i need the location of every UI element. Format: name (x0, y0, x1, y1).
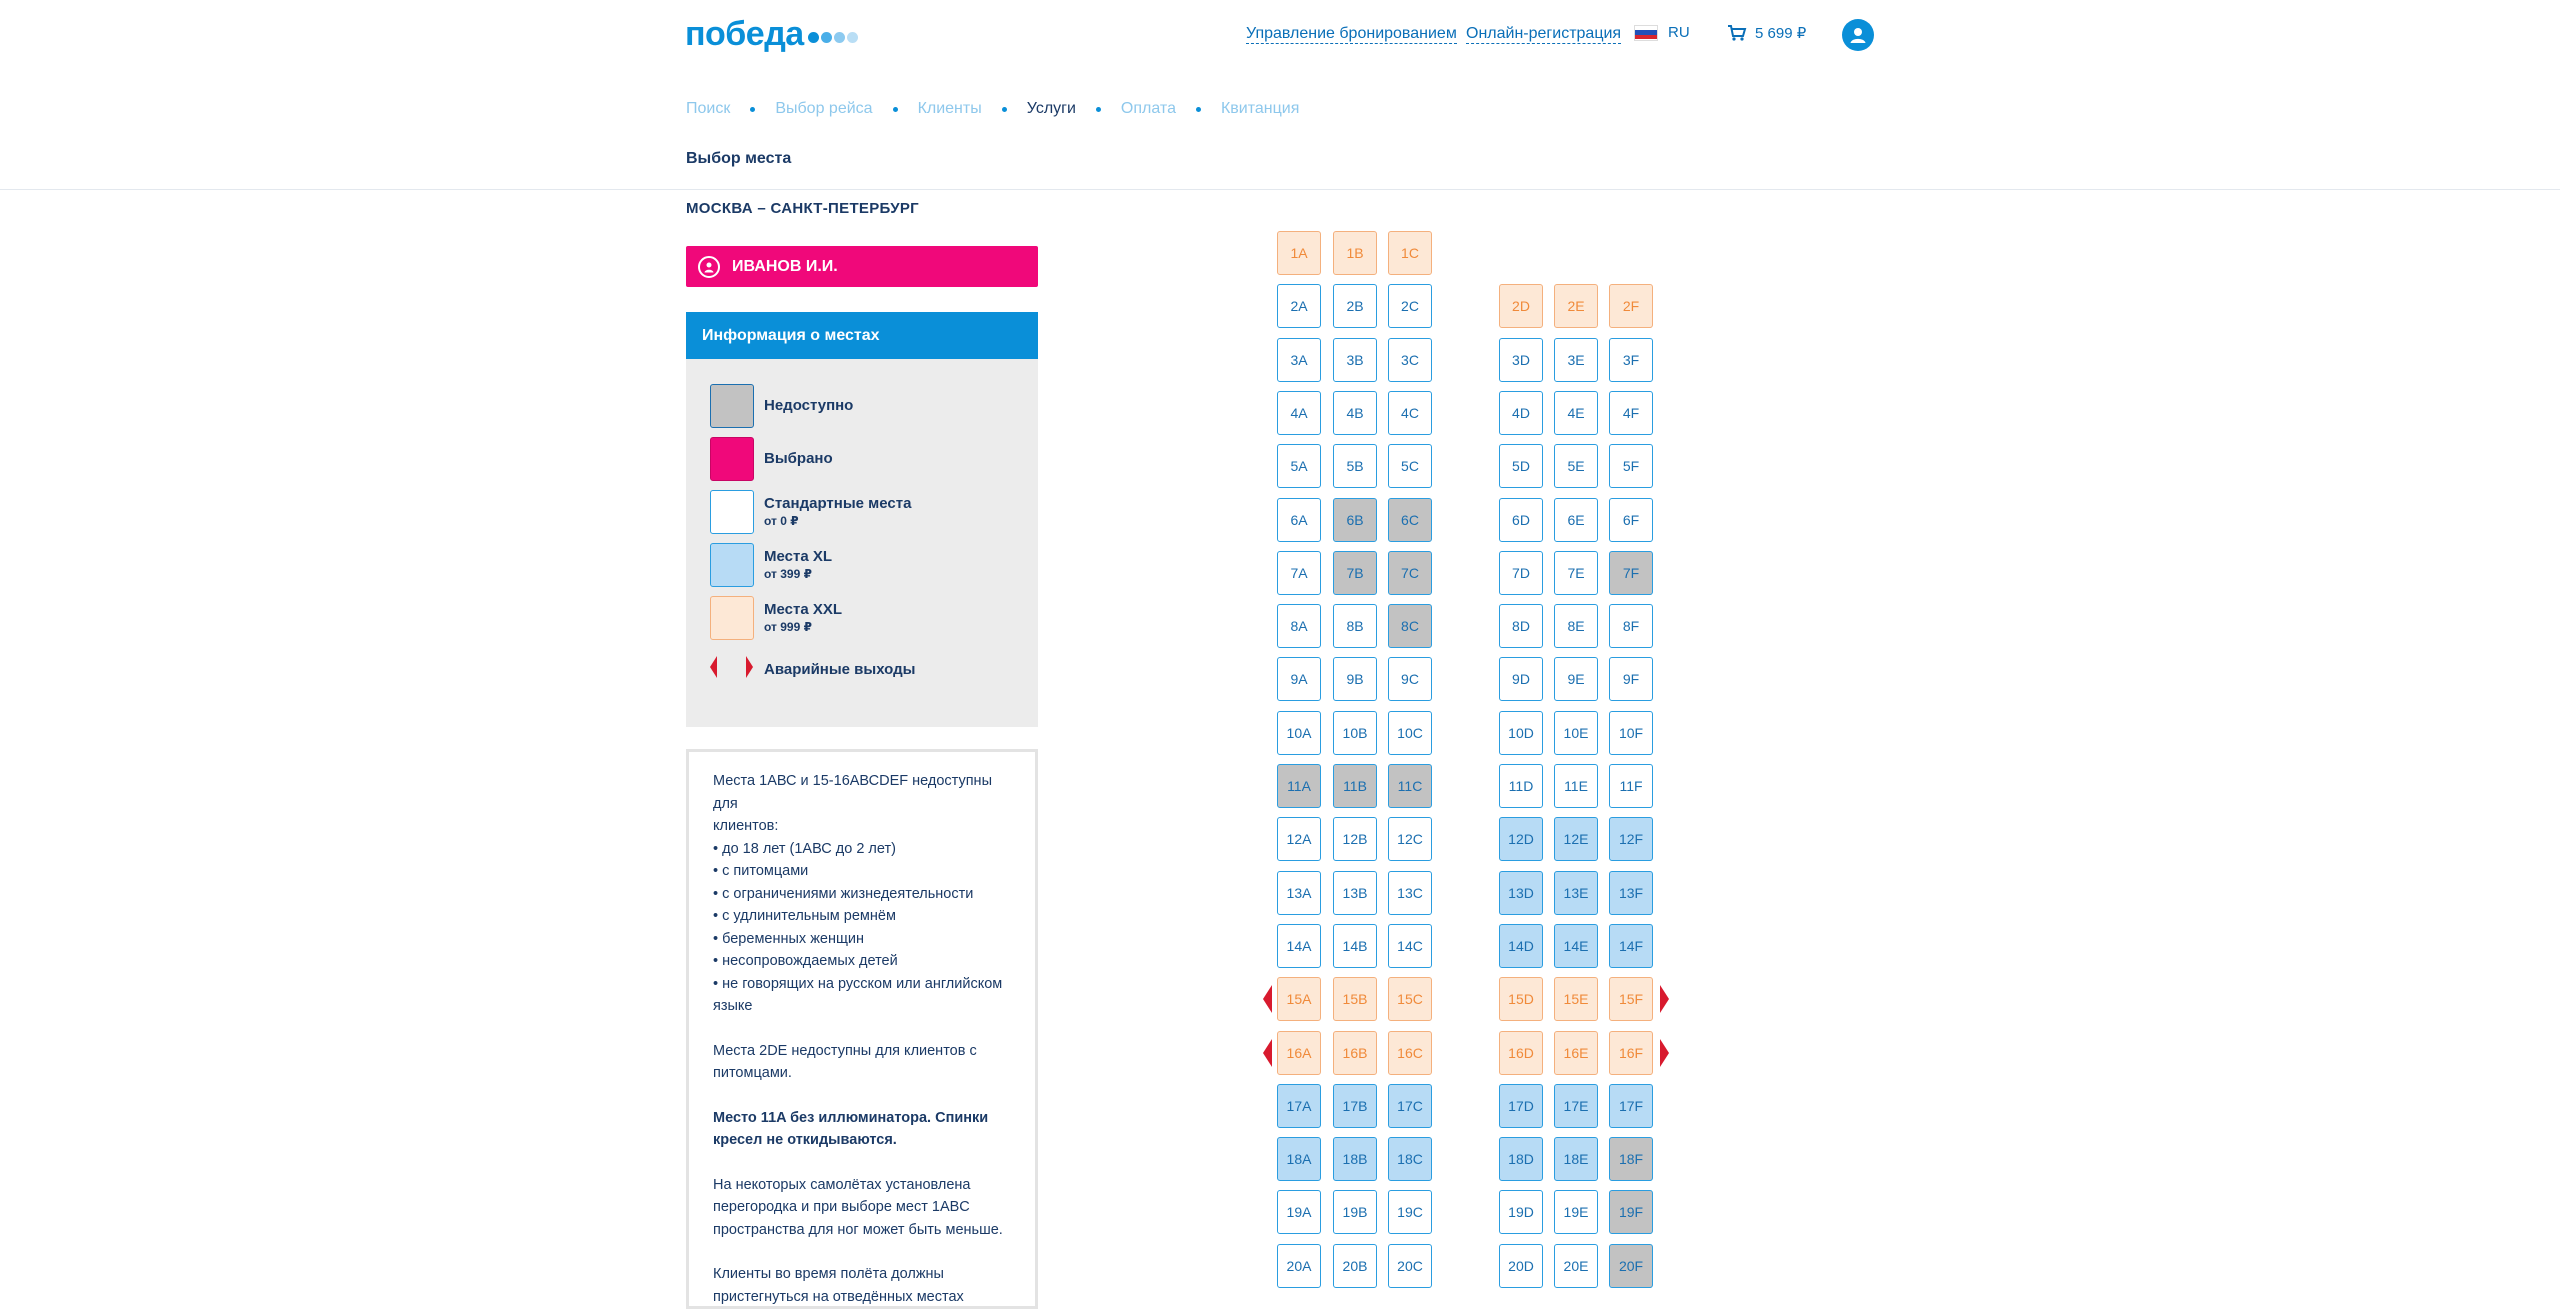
booking-steps (686, 100, 1299, 118)
seat-7b: 7B (1333, 551, 1377, 595)
seat-7c: 7C (1388, 551, 1432, 595)
seat-18e[interactable]: 18E (1554, 1137, 1598, 1181)
seat-18c[interactable]: 18C (1388, 1137, 1432, 1181)
seat-8d[interactable]: 8D (1499, 604, 1543, 648)
note-line: • несопровождаемых детей (713, 953, 898, 969)
header-divider (0, 189, 2560, 190)
seat-2e[interactable]: 2E (1554, 284, 1598, 328)
seat-1a[interactable]: 1A (1277, 231, 1321, 275)
seat-5e[interactable]: 5E (1554, 444, 1598, 488)
seat-12c[interactable]: 12C (1388, 817, 1432, 861)
seat-9d[interactable]: 9D (1499, 657, 1543, 701)
seat-11f[interactable]: 11F (1609, 764, 1653, 808)
seat-18f: 18F (1609, 1137, 1653, 1181)
note-line: • до 18 лет (1АВС до 2 лет) (713, 840, 896, 857)
seat-15e[interactable]: 15E (1554, 977, 1598, 1021)
seat-9c[interactable]: 9C (1388, 657, 1432, 701)
legend-selected (710, 437, 833, 481)
seat-16b[interactable]: 16B (1333, 1031, 1377, 1075)
seat-15a[interactable]: 15A (1277, 977, 1321, 1021)
note-line: пространства для ног может быть меньше. (713, 1221, 1003, 1238)
seat-10c[interactable]: 10C (1388, 711, 1432, 755)
legend-price: от 399 ₽ (764, 567, 812, 581)
seat-12f[interactable]: 12F (1609, 817, 1653, 861)
swatch-selected (710, 437, 754, 481)
legend-xl (710, 543, 832, 587)
seat-9a[interactable]: 9A (1277, 657, 1321, 701)
seat-legend (686, 359, 1038, 727)
seat-16e[interactable]: 16E (1554, 1031, 1598, 1075)
seat-info-header: Информация о местах (686, 312, 1038, 359)
legend-label: Места XXL (764, 601, 843, 618)
seat-6e[interactable]: 6E (1554, 498, 1598, 542)
note-line: • с питомцами (713, 863, 809, 879)
seat-19a[interactable]: 19A (1277, 1190, 1321, 1234)
note-paragraph (713, 1263, 1011, 1308)
seat-10b[interactable]: 10B (1333, 711, 1377, 755)
seat-17e[interactable]: 17E (1554, 1084, 1598, 1128)
seat-19d[interactable]: 19D (1499, 1190, 1543, 1234)
seat-18a[interactable]: 18A (1277, 1137, 1321, 1181)
seat-8e[interactable]: 8E (1554, 604, 1598, 648)
note-line: пристегнуться на отведённых местах (713, 1288, 964, 1305)
seat-7f: 7F (1609, 551, 1653, 595)
seat-10a[interactable]: 10A (1277, 711, 1321, 755)
seat-12d[interactable]: 12D (1499, 817, 1543, 861)
seat-2f[interactable]: 2F (1609, 284, 1653, 328)
step-receipt: Квитанция (1220, 100, 1300, 117)
seat-5a[interactable]: 5A (1277, 444, 1321, 488)
logo-dots (806, 32, 858, 43)
seat-19e[interactable]: 19E (1554, 1190, 1598, 1234)
cart-total: 5 699 ₽ (1755, 25, 1807, 42)
seat-9b[interactable]: 9B (1333, 657, 1377, 701)
note-line: кресел не откидываются. (713, 1132, 897, 1148)
step-separator (1096, 107, 1101, 112)
seat-2b[interactable]: 2B (1333, 284, 1377, 328)
seat-1c[interactable]: 1C (1388, 231, 1432, 275)
emergency-exit-right-icon (1660, 985, 1669, 1013)
logo[interactable] (685, 15, 858, 53)
legend-label: Выбрано (764, 450, 833, 467)
seat-3c[interactable]: 3C (1388, 338, 1432, 382)
seat-9e[interactable]: 9E (1554, 657, 1598, 701)
seat-2c[interactable]: 2C (1388, 284, 1432, 328)
seat-19c[interactable]: 19C (1388, 1190, 1432, 1234)
manage-booking-link[interactable]: Управление бронированием (1246, 25, 1457, 42)
language-label: RU (1668, 24, 1690, 41)
header (0, 0, 2560, 70)
step-clients[interactable]: Клиенты (917, 100, 982, 117)
step-separator (750, 107, 755, 112)
seat-20e[interactable]: 20E (1554, 1244, 1598, 1288)
seat-12e[interactable]: 12E (1554, 817, 1598, 861)
seat-8a[interactable]: 8A (1277, 604, 1321, 648)
step-separator (1196, 107, 1201, 112)
seat-16a[interactable]: 16A (1277, 1031, 1321, 1075)
seat-17f[interactable]: 17F (1609, 1084, 1653, 1128)
note-line: перегородка и при выборе мест 1ABC (713, 1199, 970, 1215)
seat-17d[interactable]: 17D (1499, 1084, 1543, 1128)
seat-13f[interactable]: 13F (1609, 871, 1653, 915)
russia-flag-icon (1634, 25, 1658, 41)
seat-10d[interactable]: 10D (1499, 711, 1543, 755)
note-paragraph (713, 1174, 1011, 1242)
seat-11c: 11C (1388, 764, 1432, 808)
seat-2a[interactable]: 2A (1277, 284, 1321, 328)
seat-11a: 11A (1277, 764, 1321, 808)
seat-14a[interactable]: 14A (1277, 924, 1321, 968)
seat-9f[interactable]: 9F (1609, 657, 1653, 701)
logo-text: победа (685, 15, 804, 53)
passenger-tab[interactable] (686, 246, 1038, 287)
seat-11d[interactable]: 11D (1499, 764, 1543, 808)
step-search[interactable]: Поиск (686, 100, 731, 117)
emergency-exit-right-icon (1660, 1039, 1669, 1067)
note-line: • не говорящих на русском или английском (713, 975, 1003, 992)
seat-15f[interactable]: 15F (1609, 977, 1653, 1021)
route-title: МОСКВА – САНКТ-ПЕТЕРБУРГ (686, 200, 919, 217)
seat-6d[interactable]: 6D (1499, 498, 1543, 542)
passenger-name: ИВАНОВ И.И. (732, 257, 838, 275)
seat-4e[interactable]: 4E (1554, 391, 1598, 435)
seat-14e[interactable]: 14E (1554, 924, 1598, 968)
seat-10e[interactable]: 10E (1554, 711, 1598, 755)
legend-price: от 0 ₽ (764, 514, 799, 528)
seat-5d[interactable]: 5D (1499, 444, 1543, 488)
seat-14f[interactable]: 14F (1609, 924, 1653, 968)
seat-18b[interactable]: 18B (1333, 1137, 1377, 1181)
note-line: • с ограничениями жизнедеятельности (713, 885, 974, 902)
seat-5c[interactable]: 5C (1388, 444, 1432, 488)
seat-19b[interactable]: 19B (1333, 1190, 1377, 1234)
seat-8b[interactable]: 8B (1333, 604, 1377, 648)
cart-icon (1728, 25, 1746, 41)
seat-8f[interactable]: 8F (1609, 604, 1653, 648)
swatch-xl (710, 543, 754, 587)
user-account-icon[interactable] (1842, 19, 1874, 51)
seat-19f: 19F (1609, 1190, 1653, 1234)
note-line: Место 11A без иллюминатора. Спинки (713, 1109, 989, 1126)
seat-3e[interactable]: 3E (1554, 338, 1598, 382)
seat-2d[interactable]: 2D (1499, 284, 1543, 328)
seat-15b[interactable]: 15B (1333, 977, 1377, 1021)
seat-16d[interactable]: 16D (1499, 1031, 1543, 1075)
seat-13d[interactable]: 13D (1499, 871, 1543, 915)
seat-4b[interactable]: 4B (1333, 391, 1377, 435)
seat-18d[interactable]: 18D (1499, 1137, 1543, 1181)
seat-12a[interactable]: 12A (1277, 817, 1321, 861)
seat-4a[interactable]: 4A (1277, 391, 1321, 435)
seat-16c[interactable]: 16C (1388, 1031, 1432, 1075)
legend-unavailable (710, 384, 853, 428)
seat-10f[interactable]: 10F (1609, 711, 1653, 755)
step-flight[interactable]: Выбор рейса (775, 100, 873, 117)
step-services: Услуги (1026, 100, 1076, 117)
seat-7d[interactable]: 7D (1499, 551, 1543, 595)
seat-5f[interactable]: 5F (1609, 444, 1653, 488)
page-title: Выбор места (686, 150, 792, 167)
seat-13e[interactable]: 13E (1554, 871, 1598, 915)
seat-3f[interactable]: 3F (1609, 338, 1653, 382)
emergency-exit-icon (710, 658, 754, 682)
seat-4f[interactable]: 4F (1609, 391, 1653, 435)
seat-16f[interactable]: 16F (1609, 1031, 1653, 1075)
cart-button[interactable] (1728, 24, 1806, 42)
note-line: Клиенты во время полёта должны (713, 1266, 944, 1282)
note-line: языке (713, 998, 753, 1014)
seat-17c[interactable]: 17C (1388, 1084, 1432, 1128)
seat-8c: 8C (1388, 604, 1432, 648)
seat-20a[interactable]: 20A (1277, 1244, 1321, 1288)
seat-3d[interactable]: 3D (1499, 338, 1543, 382)
seat-20b[interactable]: 20B (1333, 1244, 1377, 1288)
seat-20c[interactable]: 20C (1388, 1244, 1432, 1288)
swatch-standard (710, 490, 754, 534)
seat-6a[interactable]: 6A (1277, 498, 1321, 542)
legend-label: Стандартные места (764, 495, 912, 512)
seat-3b[interactable]: 3B (1333, 338, 1377, 382)
legend-label: Места XL (764, 548, 833, 565)
legend-price: от 999 ₽ (764, 620, 812, 634)
logo-dot (847, 32, 858, 43)
note-line: клиентов: (713, 818, 779, 834)
note-paragraph (713, 770, 1011, 1018)
logo-dot (808, 32, 819, 43)
note-line: На некоторых самолётах установлена (713, 1176, 971, 1193)
note-paragraph (713, 1107, 1011, 1152)
seat-20d[interactable]: 20D (1499, 1244, 1543, 1288)
note-line: • с удлинительным ремнём (713, 908, 896, 924)
note-line: • беременных женщин (713, 930, 864, 947)
seat-14c[interactable]: 14C (1388, 924, 1432, 968)
seat-11e[interactable]: 11E (1554, 764, 1598, 808)
seat-17b[interactable]: 17B (1333, 1084, 1377, 1128)
seat-14d[interactable]: 14D (1499, 924, 1543, 968)
language-selector[interactable] (1634, 24, 1690, 41)
seat-20f: 20F (1609, 1244, 1653, 1288)
seat-15c[interactable]: 15C (1388, 977, 1432, 1021)
seat-11b: 11B (1333, 764, 1377, 808)
seat-12b[interactable]: 12B (1333, 817, 1377, 861)
seat-7e[interactable]: 7E (1554, 551, 1598, 595)
seat-5b[interactable]: 5B (1333, 444, 1377, 488)
note-paragraph (713, 1040, 1011, 1085)
swatch-xxl (710, 596, 754, 640)
seat-13c[interactable]: 13C (1388, 871, 1432, 915)
passenger-icon (698, 256, 720, 278)
legend-label: Аварийные выходы (764, 661, 916, 678)
step-payment: Оплата (1120, 100, 1176, 117)
logo-dot (834, 32, 845, 43)
seat-13b[interactable]: 13B (1333, 871, 1377, 915)
legend-standard (710, 490, 911, 534)
online-checkin-link[interactable]: Онлайн-регистрация (1466, 25, 1622, 42)
emergency-exit-left-icon (1263, 1039, 1272, 1067)
note-line: Места 2DE недоступны для клиентов с (713, 1042, 977, 1059)
note-line: питомцами. (713, 1065, 792, 1081)
note-line: Места 1АВС и 15-16АВСDEF недоступны для (713, 773, 992, 812)
seat-7a[interactable]: 7A (1277, 551, 1321, 595)
legend-xxl (710, 596, 842, 640)
emergency-exit-left-icon (1263, 985, 1272, 1013)
logo-dot (821, 32, 832, 43)
seat-14b[interactable]: 14B (1333, 924, 1377, 968)
seat-6b: 6B (1333, 498, 1377, 542)
swatch-unavailable (710, 384, 754, 428)
seat-6f[interactable]: 6F (1609, 498, 1653, 542)
step-separator (1002, 107, 1007, 112)
seat-6c: 6C (1388, 498, 1432, 542)
legend-label: Недоступно (764, 397, 854, 414)
seat-4d[interactable]: 4D (1499, 391, 1543, 435)
seat-15d[interactable]: 15D (1499, 977, 1543, 1021)
seat-13a[interactable]: 13A (1277, 871, 1321, 915)
seat-4c[interactable]: 4C (1388, 391, 1432, 435)
seat-restrictions-notes (686, 749, 1038, 1309)
step-separator (893, 107, 898, 112)
seat-3a[interactable]: 3A (1277, 338, 1321, 382)
seat-1b[interactable]: 1B (1333, 231, 1377, 275)
seat-17a[interactable]: 17A (1277, 1084, 1321, 1128)
legend-exits (710, 658, 915, 682)
